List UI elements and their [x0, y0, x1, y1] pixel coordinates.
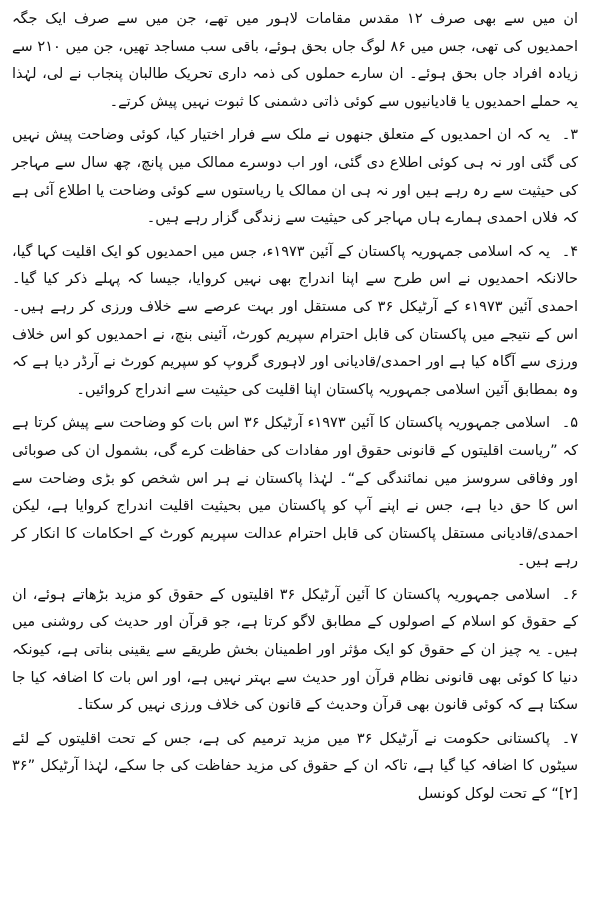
paragraph-5 [12, 410, 578, 576]
paragraph-text: اسلامی جمہوریہ پاکستان کا آئین آرٹیکل ۳۶ اقلیتوں کے حقوق کو مزید بڑھاتے ہوئے، ان کے حقوق کو اسلام کے اصولوں کے مطابق لاگو کرتا ہے، جو قرآن اور حدیث کی روشنی میں ہیں۔ یہ چیز ان کے حقوق کو ایک مؤثر اور اطمینان بخش طریقے سے یقینی بناتی ہے، کیونکہ دنیا کا کوئی بھی قانونی نظام قرآن اور حدیث سے بہتر نہیں ہے، اور اس بات کا اضافہ کیا جا سکتا ہے کہ کوئی قانون بھی قرآن وحدیث کے قانون کی خلاف ورزی نہیں کر سکتا۔ [12, 586, 578, 714]
paragraph-text: یہ کہ ان احمدیوں کے متعلق جنھوں نے ملک سے فرار اختیار کیا، کوئی وضاحت پیش نہیں کی گئی اور نہ ہی کوئی اطلاع دی گئی، اور اب دوسرے ممالک میں پانچ، چھ سال سے مہاجر کی حیثیت سے رہ رہے ہیں اور نہ ہی ان ممالک یا ریاستوں سے کوئی وضاحت یا اطلاع آئی ہے کہ فلاں احمدی ہمارے ہاں مہاجر کی حیثیت سے زندگی گزار رہے ہیں۔ [12, 127, 578, 227]
paragraph-number: ۳۔ [561, 127, 578, 144]
paragraph-7 [12, 726, 578, 809]
paragraph-text: اسلامی جمہوریہ پاکستان کا آئین ۱۹۷۳ء آرٹیکل ۳۶ اس بات کو وضاحت سے پیش کرتا ہے کہ ”ریاست اقلیتوں کے قانونی حقوق اور مفادات کی حفاظت کرے گی، بشمول ان کی صوبائی اور وفاقی سروسز میں نمائندگی کے“۔ لہٰذا پاکستان نے ہر اس شخص کو بڑی وضاحت سے اس کا حق دیا ہے، جس نے اپنے آپ کو پاکستان میں بحیثیت اقلیت اندراج کروایا ہے، لیکن احمدی/قادیانی مستقل پاکستان کی قابل احترام عدالت سپریم کورٹ کے احکامات کا انکار کر رہے ہیں۔ [12, 415, 578, 570]
paragraph-number: ۷۔ [561, 730, 579, 747]
paragraph-6 [12, 582, 578, 720]
paragraph-text: پاکستانی حکومت نے آرٹیکل ۳۶ میں مزید ترمیم کی ہے، جس کے تحت اقلیتوں کے لئے سیٹوں کا اضافہ کیا گیا ہے، تاکہ ان کے حقوق کی مزید حفاظت کی جا سکے، لہٰذا آرٹیکل ”۳۶ [۲]“ کے تحت لوکل کونسل [12, 730, 578, 803]
paragraph-continued [12, 6, 578, 116]
paragraph-text: یہ کہ اسلامی جمہوریہ پاکستان کے آئین ۱۹۷۳ء، جس میں احمدیوں کو ایک اقلیت کہا گیا، حالانکہ احمدیوں نے اس طرح سے اپنا اندراج بھی نہیں کروایا، جیسا کہ پہلے ذکر کیا گیا۔ احمدی آئین ۱۹۷۳ء کے آرٹیکل ۳۶ کی مستقل اور بہت عرصے سے خلاف ورزی کر رہے ہیں۔ اس کے نتیجے میں پاکستان کی قابل احترام سپریم کورٹ، آئینی بنچ، نے احمدیوں کو اس خلاف ورزی سے آگاہ کیا ہے اور احمدی/قادیانی اور لاہوری گروپ کو سپریم کورٹ نے آرڈر دیا ہے کہ وہ بمطابق آئین اسلامی جمہوریہ پاکستان اپنا اقلیت کی حیثیت سے اندراج کروائیں۔ [12, 243, 578, 398]
paragraph-3 [12, 122, 578, 232]
document-page [12, 6, 578, 916]
paragraph-number: ۴۔ [561, 243, 578, 260]
paragraph-number: ۵۔ [561, 415, 578, 432]
paragraph-4 [12, 239, 578, 405]
paragraph-number: ۶۔ [561, 586, 579, 603]
paragraph-text: ان میں سے بھی صرف ۱۲ مقدس مقامات لاہور میں تھے، جن میں سے صرف ایک جگہ احمدیوں کی تھی، جس میں ۸۶ لوگ جاں بحق ہوئے، باقی سب مساجد تھیں، جن میں ۲۱۰ سے زیادہ افراد جاں بحق ہوئے۔ ان سارے حملوں کی ذمہ داری تحریک طالبان پنجاب نے لی، لہٰذا یہ حملے احمدیوں یا قادیانیوں سے کوئی ذاتی دشمنی کا ثبوت نہیں پیش کرتے۔ [12, 11, 579, 110]
